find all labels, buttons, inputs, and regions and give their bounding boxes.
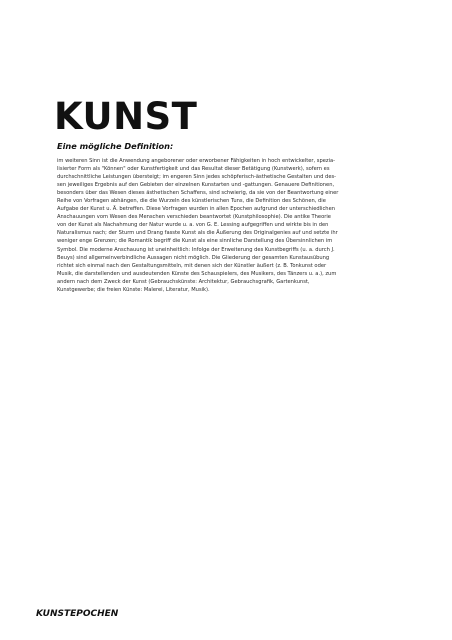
paragraph-line: Anschauungen vom Wesen des Menschen verschieden beantwortet (Kunstphilosophie). Die antike Theorie [57, 214, 331, 221]
paragraph-line: Naturalismus nach; der Sturm und Drang fasste Kunst als die Äußerung des Originalgenies auf und setzte ihr [57, 230, 338, 237]
paragraph-line: Aufgabe der Kunst u. Ä. betreffen. Diese Vorfragen wurden in allen Epochen aufgrund der unterschiedlichen [57, 206, 335, 213]
paragraph-line: weniger enge Grenzen; die Romantik begriff die Kunst als eine sinnliche Darstellung des Übersinnlichen im [57, 238, 333, 245]
paragraph-line: besonders über das Wesen dieses ästhetischen Schaffens, sind schwierig, da sie von der Beantwortung einer [57, 190, 339, 197]
definition-heading: Eine mögliche Definition: [57, 141, 174, 151]
paragraph-line: durchschnittliche Leistungen übersteigt; im engeren Sinn jedes schöpferisch-ästhetische Gestalten und des- [57, 174, 337, 181]
paragraph-line: lisierter Form als "Können" oder Kunstfertigkeit und das Resultat dieser Betätigung (Kunstwerk), sofern es [57, 166, 330, 173]
paragraph-line: andern nach dem Zweck der Kunst (Gebrauchskünste: Architektur, Gebrauchsgrafik, Gartenkunst, [57, 278, 310, 285]
page-title: KUNST [54, 95, 198, 138]
paragraph-line: Beuys) sind allgemeinverbindliche Aussagen nicht möglich. Die Gliederung der gesamten Kunstausübung [57, 254, 330, 261]
paragraph-line: richtet sich einmal nach den Gestaltungsmitteln, mit denen sich der Künstler äußert (z. B. Tonkunst oder [57, 262, 327, 269]
definition-paragraph [57, 157, 407, 294]
paragraph-line: Kunstgewerbe; die freien Künste: Malerei, Literatur, Musik). [57, 286, 210, 293]
paragraph-line: von der Kunst als Nachahmung der Natur wurde u. a. von G. E. Lessing aufgegriffen und wirkte bis in den [57, 222, 329, 229]
paragraph-line: Musik, die darstellenden und ausdeutenden Künste des Schauspielers, des Musikers, des Tänzers u. a.), zum [57, 270, 337, 277]
section-footer: KUNSTEPOCHEN [36, 609, 119, 619]
paragraph-line: Reihe von Vorfragen abhängen, die die Wurzeln des künstlerischen Tuns, die Definition des Schönen, die [57, 198, 326, 205]
paragraph-line: sen jeweiliges Ergebnis auf den Gebieten der einzelnen Kunstarten und -gattungen. Genauere Definitionen, [57, 182, 335, 189]
paragraph-line: im weiteren Sinn ist die Anwendung angeborener oder erworbener Fähigkeiten in hoch entwickelter, spezia- [57, 158, 336, 164]
paragraph-line: Symbol. Die moderne Anschauung ist uneinheitlich: Infolge der Erweiterung des Kunstbegriffs (u. a. durch J. [57, 246, 335, 253]
